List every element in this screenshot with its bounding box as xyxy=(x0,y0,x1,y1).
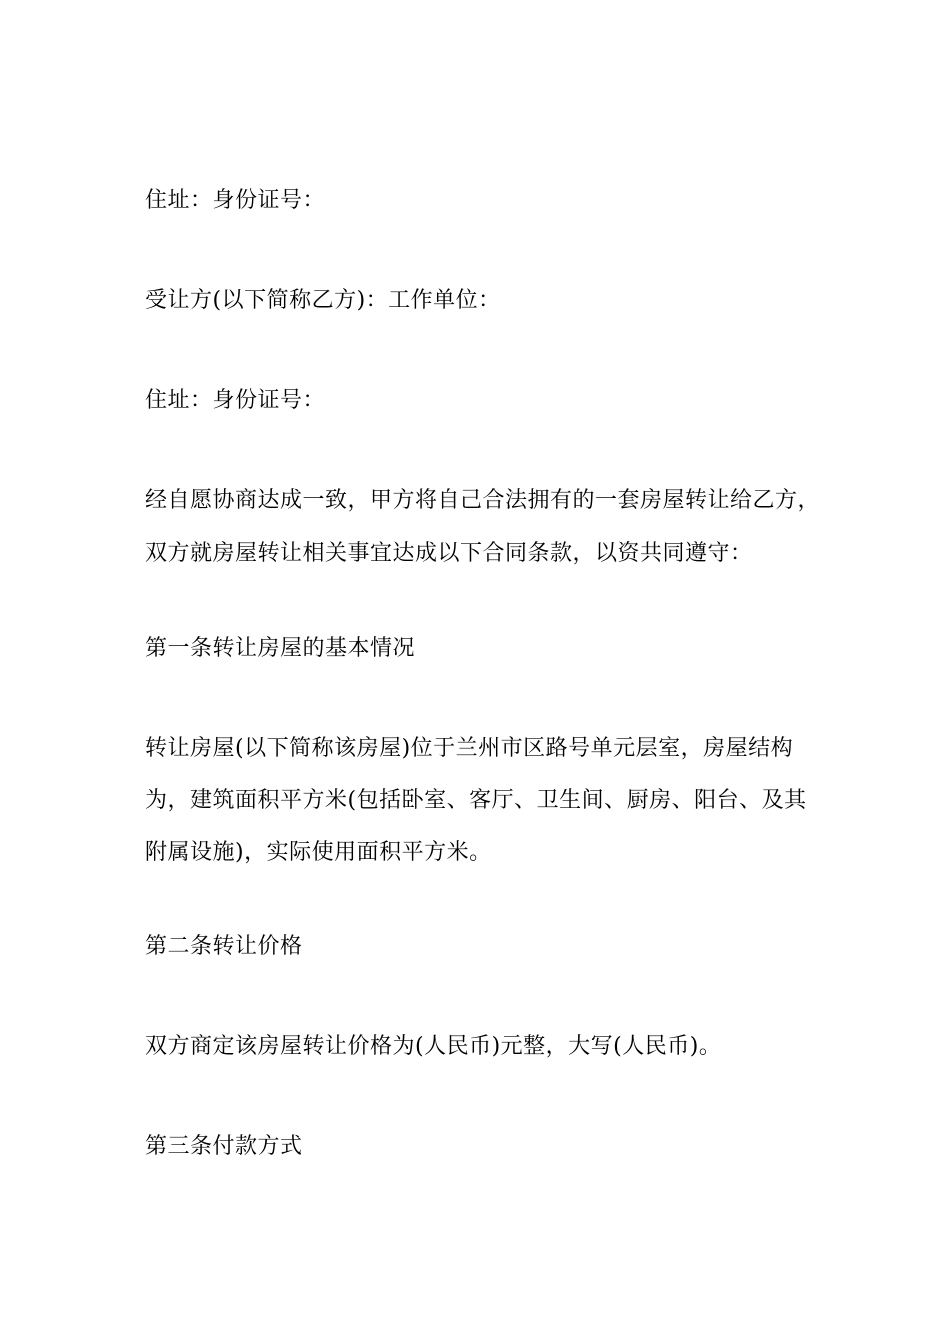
article-2-heading: 第二条转让价格 xyxy=(145,934,303,959)
party-a-address-id-line: 住址：身份证号： xyxy=(145,188,326,213)
article-3-heading: 第三条付款方式 xyxy=(145,1134,303,1159)
preamble-line-1: 经自愿协商达成一致，甲方将自己合法拥有的一套房屋转让给乙方， xyxy=(145,488,821,513)
article-2-line-1: 双方商定该房屋转让价格为(人民币)元整，大写(人民币)。 xyxy=(145,1034,722,1059)
article-1-line-2: 为，建筑面积平方米(包括卧室、客厅、卫生间、厨房、阳台、及其 xyxy=(145,788,807,813)
article-1-heading: 第一条转让房屋的基本情况 xyxy=(145,636,416,661)
party-b-address-id-line: 住址：身份证号： xyxy=(145,388,326,413)
party-b-title-line: 受让方(以下简称乙方)：工作单位： xyxy=(145,288,501,313)
article-1-line-3: 附属设施)，实际使用面积平方米。 xyxy=(145,840,492,865)
preamble-line-2: 双方就房屋转让相关事宜达成以下合同条款，以资共同遵守： xyxy=(145,541,753,566)
article-1-line-1: 转让房屋(以下简称该房屋)位于兰州市区路号单元层室，房屋结构 xyxy=(145,736,794,761)
